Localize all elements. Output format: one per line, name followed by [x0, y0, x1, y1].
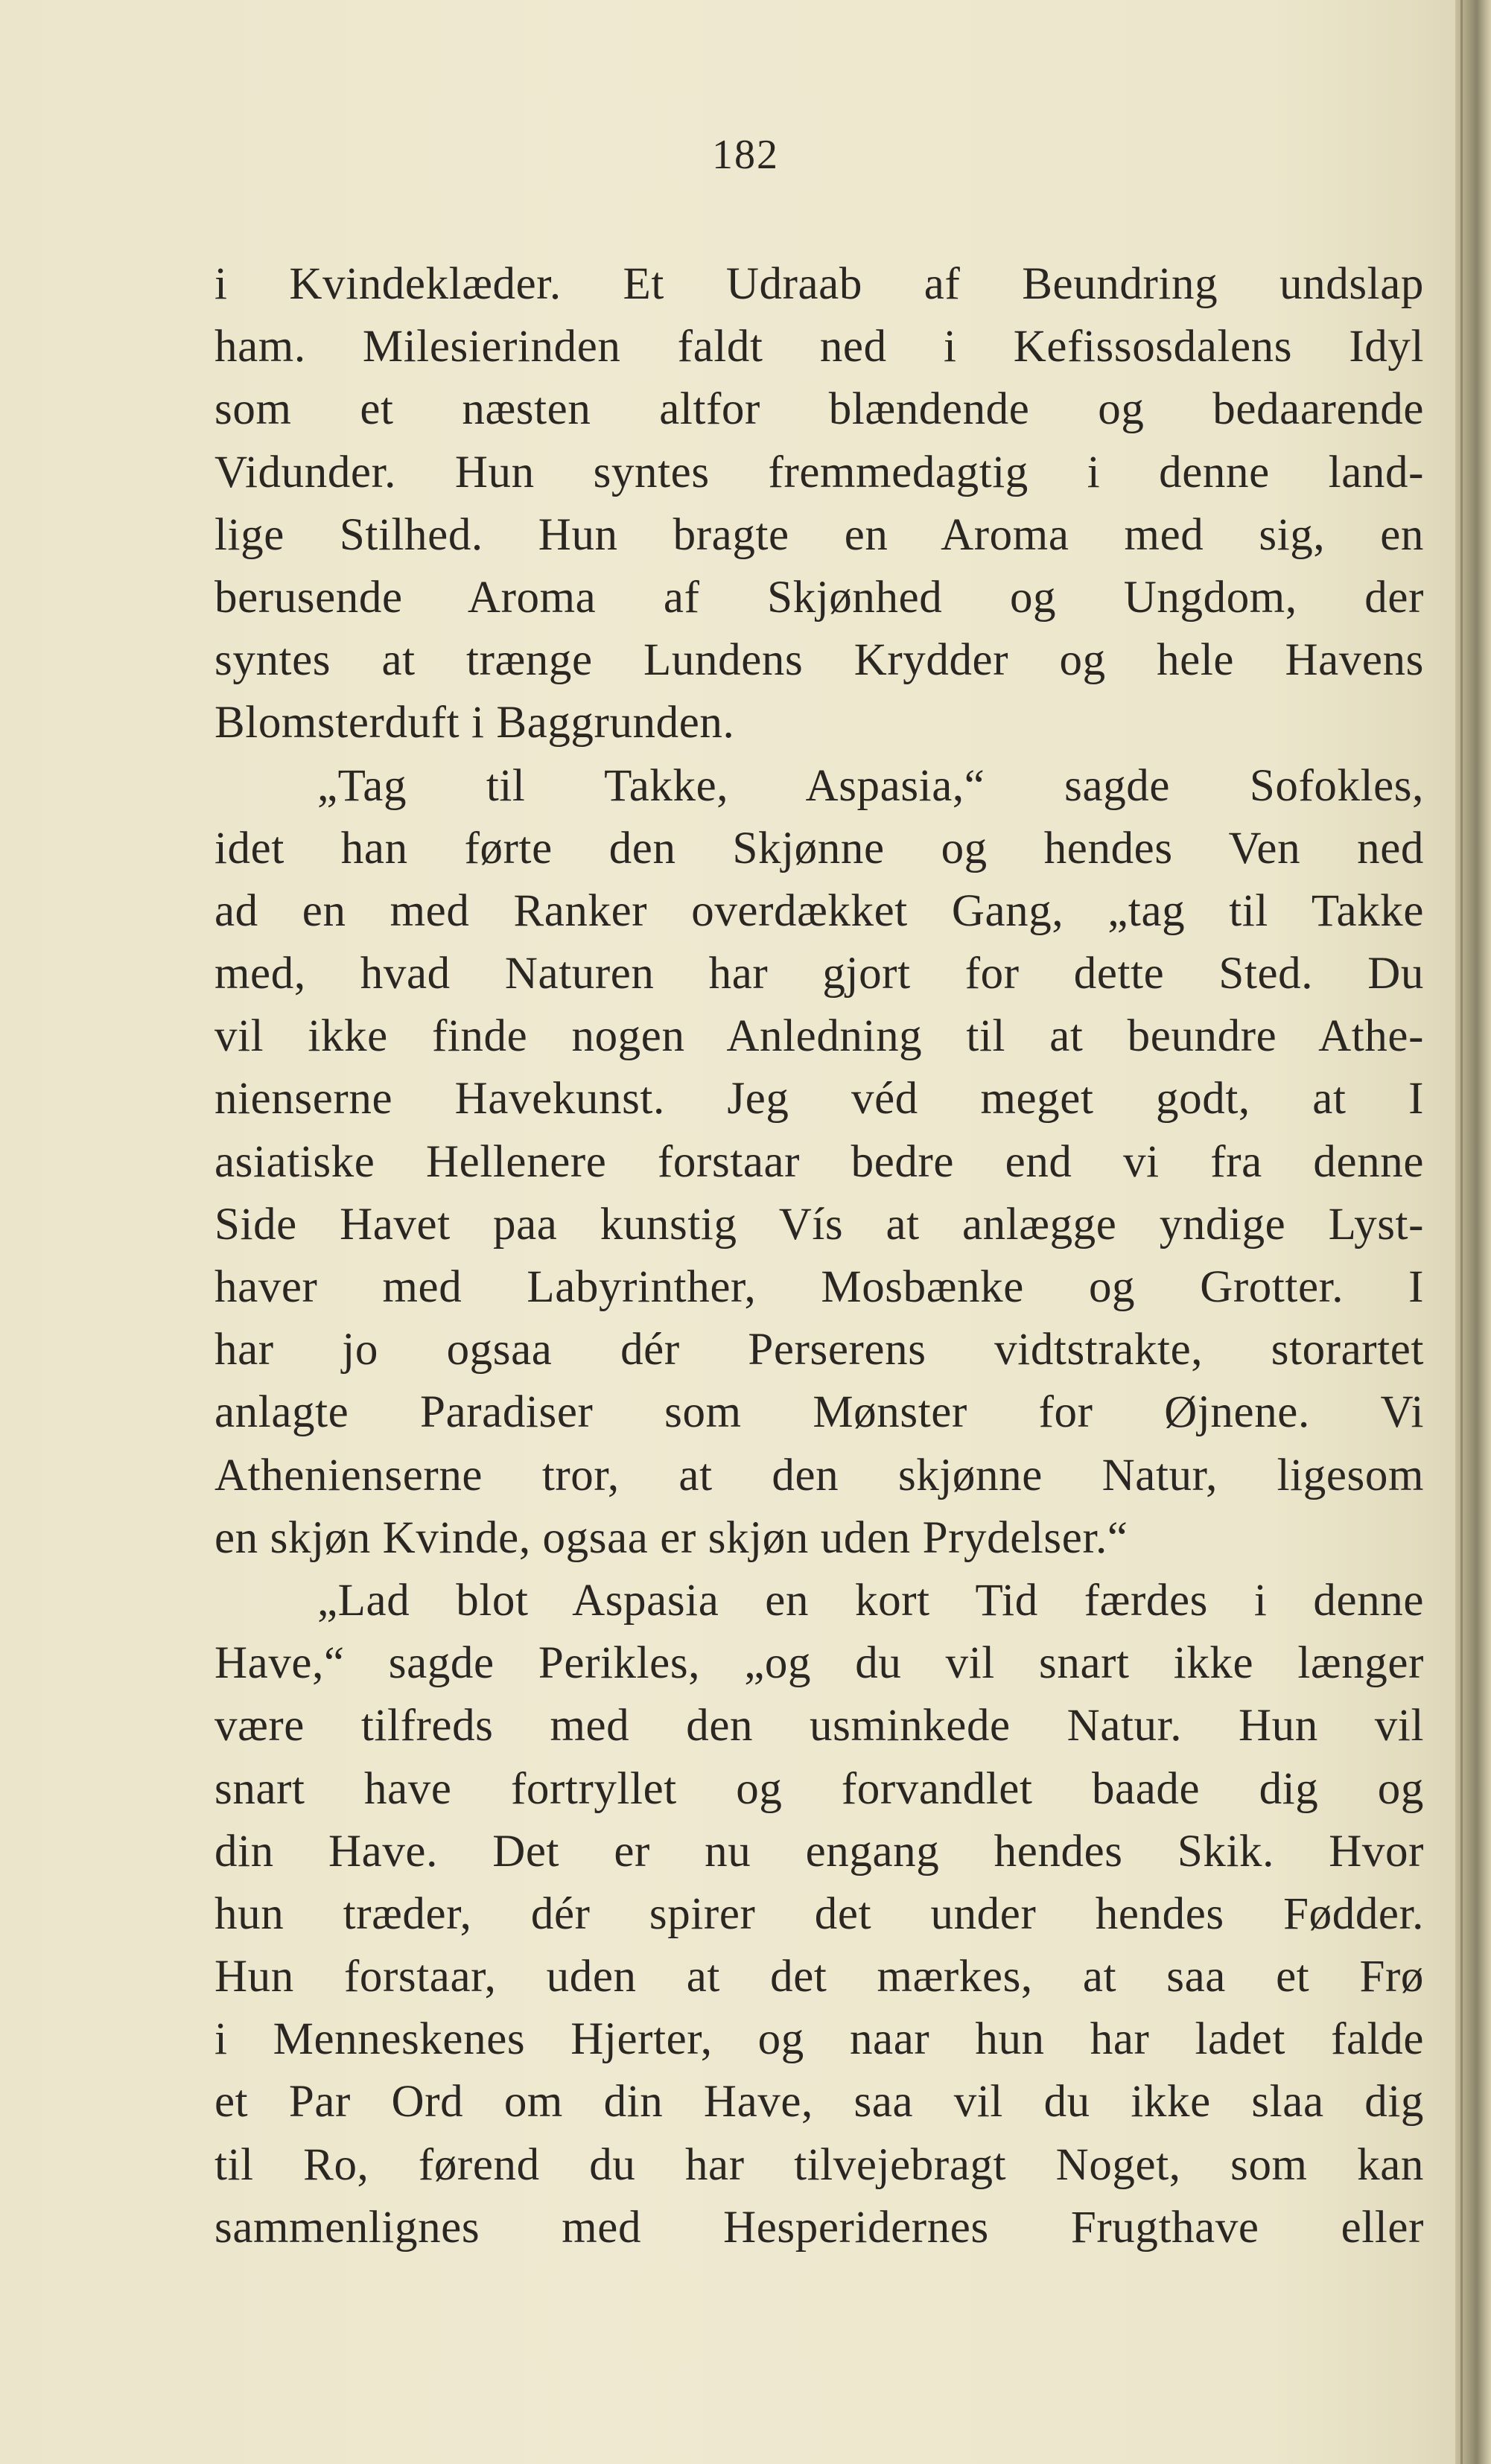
text-line: Have,“ sagde Perikles, „og du vil snart ikke længer [214, 1638, 1424, 1689]
text-line: Side Havet paa kunstig Vís at anlægge yndige Lyst- [214, 1199, 1424, 1249]
text-line: en skjøn Kvinde, ogsaa er skjøn uden Prydelser.“ [214, 1512, 1128, 1563]
text-line: din Have. Det er nu engang hendes Skik. Hvor [214, 1826, 1424, 1876]
text-line: et Par Ord om din Have, saa vil du ikke slaa dig [214, 2077, 1424, 2127]
page-edge-line [1460, 0, 1463, 2464]
text-line: snart have fortryllet og forvandlet baade dig og [214, 1763, 1424, 1814]
body-text [214, 253, 1424, 2259]
text-line: til Ro, førend du har tilvejebragt Noget, som kan [214, 2139, 1424, 2190]
text-line: har jo ogsaa dér Perserens vidtstrakte, storartet [214, 1325, 1424, 1375]
text-line: sammenlignes med Hesperidernes Frugthave eller [214, 2202, 1424, 2253]
text-line: asiatiske Hellenere forstaar bedre end vi fra denne [214, 1136, 1424, 1187]
text-line: vil ikke finde nogen Anledning til at beundre Athe- [214, 1011, 1424, 1062]
text-line: være tilfreds med den usminkede Natur. Hun vil [214, 1701, 1424, 1751]
text-line: Athenienserne tror, at den skjønne Natur, ligesom [214, 1450, 1424, 1500]
text-line: berusende Aroma af Skjønhed og Ungdom, der [214, 572, 1424, 623]
text-line: anlagte Paradiser som Mønster for Øjnene. Vi [214, 1387, 1424, 1438]
text-line: Hun forstaar, uden at det mærkes, at saa et Frø [214, 1952, 1424, 2002]
text-line: i Menneskenes Hjerter, og naar hun har ladet falde [214, 2014, 1424, 2065]
text-line: „Lad blot Aspasia en kort Tid færdes i denne [317, 1575, 1424, 1626]
text-line: ad en med Ranker overdækket Gang, „tag til Takke [214, 885, 1424, 936]
text-line: som et næsten altfor blændende og bedaarende [214, 384, 1424, 435]
text-line: lige Stilhed. Hun bragte en Aroma med sig, en [214, 509, 1424, 560]
text-line: Vidunder. Hun syntes fremmedagtig i denne land- [214, 447, 1424, 497]
page-number: 182 [712, 132, 779, 178]
text-line: syntes at trænge Lundens Krydder og hele Havens [214, 635, 1424, 686]
text-line: nienserne Havekunst. Jeg véd meget godt, at I [214, 1074, 1424, 1124]
text-line: med, hvad Naturen har gjort for dette Sted. Du [214, 949, 1424, 999]
text-line: „Tag til Takke, Aspasia,“ sagde Sofokles, [317, 760, 1424, 811]
text-line: hun træder, dér spirer det under hendes Fødder. [214, 1888, 1424, 1939]
text-line: haver med Labyrinther, Mosbænke og Grotter. I [214, 1262, 1424, 1312]
text-line: ham. Milesierinden faldt ned i Kefissosdalens Idyl [214, 322, 1424, 372]
text-line: idet han førte den Skjønne og hendes Ven ned [214, 823, 1424, 873]
text-line: i Kvindeklæder. Et Udraab af Beundring undslap [214, 259, 1424, 309]
text-line: Blomsterduft i Baggrunden. [214, 698, 735, 748]
